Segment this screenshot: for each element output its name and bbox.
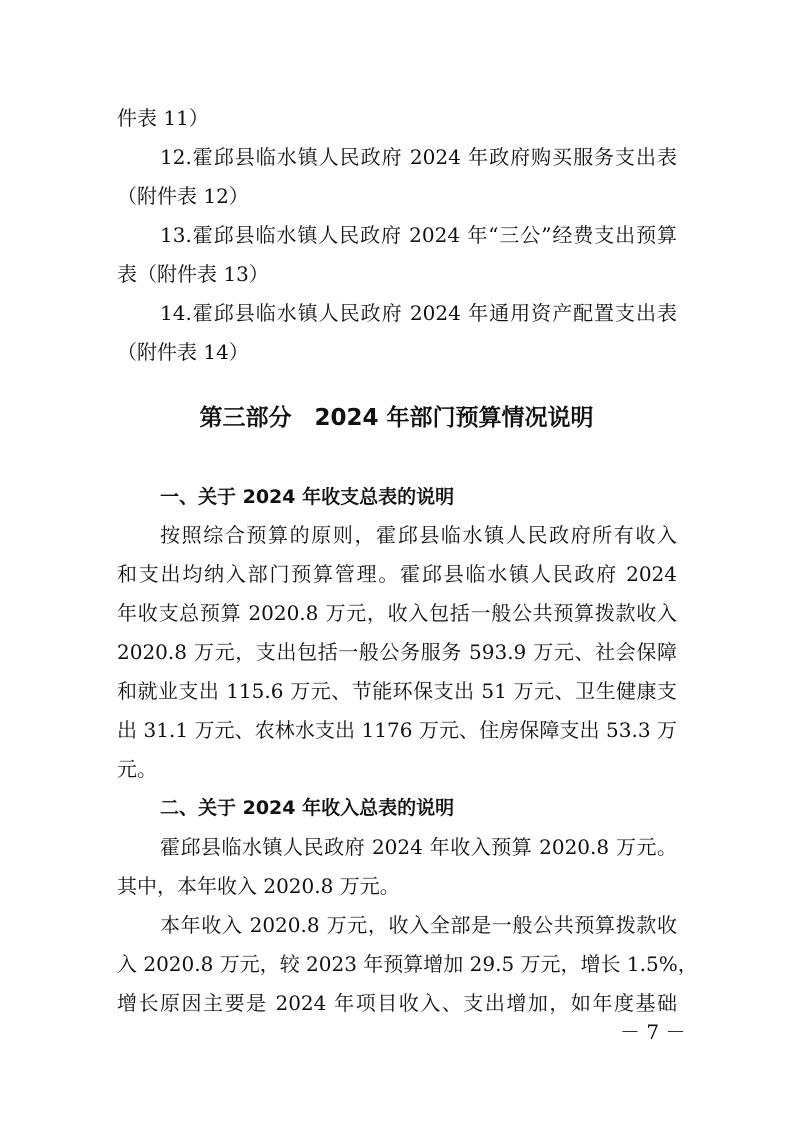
list-item-11-continuation: 件表 11） <box>117 106 209 130</box>
section-1-line-6: 出 31.1 万元、农林水支出 1176 万元、住房保障支出 53.3 万 <box>117 718 677 742</box>
list-item-14-line1: 14.霍邱县临水镇人民政府 2024 年通用资产配置支出表 <box>160 301 677 325</box>
section-2-para-2-line-3: 增长原因主要是 2024 年项目收入、支出增加，如年度基础 <box>117 991 677 1015</box>
list-item-14-line2: （附件表 14） <box>117 340 249 364</box>
section-2-para-1-line-1: 霍邱县临水镇人民政府 2024 年收入预算 2020.8 万元。 <box>160 835 677 859</box>
section-2-heading: 二、关于 2024 年收入总表的说明 <box>160 797 455 819</box>
section-2-para-2-line-1: 本年收入 2020.8 万元，收入全部是一般公共预算拨款收 <box>160 913 677 937</box>
page-number: － 7 － <box>620 1020 686 1044</box>
section-1-heading: 一、关于 2024 年收支总表的说明 <box>160 486 455 508</box>
section-1-line-3: 年收支总预算 2020.8 万元，收入包括一般公共预算拨款收入 <box>117 601 677 625</box>
section-1-line-7: 元。 <box>117 757 157 781</box>
section-2-para-2-line-2: 入 2020.8 万元，较 2023 年预算增加 29.5 万元，增长 1.5%， <box>117 952 698 976</box>
list-item-13-line2: 表（附件表 13） <box>117 262 269 286</box>
list-item-12-line2: （附件表 12） <box>117 184 249 208</box>
part-title: 第三部分 2024 年部门预算情况说明 <box>199 405 594 431</box>
section-1-line-2: 和支出均纳入部门预算管理。霍邱县临水镇人民政府 2024 <box>117 562 677 586</box>
section-1-line-5: 和就业支出 115.6 万元、节能环保支出 51 万元、卫生健康支 <box>117 679 677 703</box>
list-item-13-line1: 13.霍邱县临水镇人民政府 2024 年“三公”经费支出预算 <box>160 223 677 247</box>
section-1-line-1: 按照综合预算的原则，霍邱县临水镇人民政府所有收入 <box>160 523 677 547</box>
section-2-para-1-line-2: 其中，本年收入 2020.8 万元。 <box>117 874 400 898</box>
section-1-line-4: 2020.8 万元，支出包括一般公务服务 593.9 万元、社会保障 <box>117 640 677 664</box>
list-item-12-line1: 12.霍邱县临水镇人民政府 2024 年政府购买服务支出表 <box>160 145 677 169</box>
